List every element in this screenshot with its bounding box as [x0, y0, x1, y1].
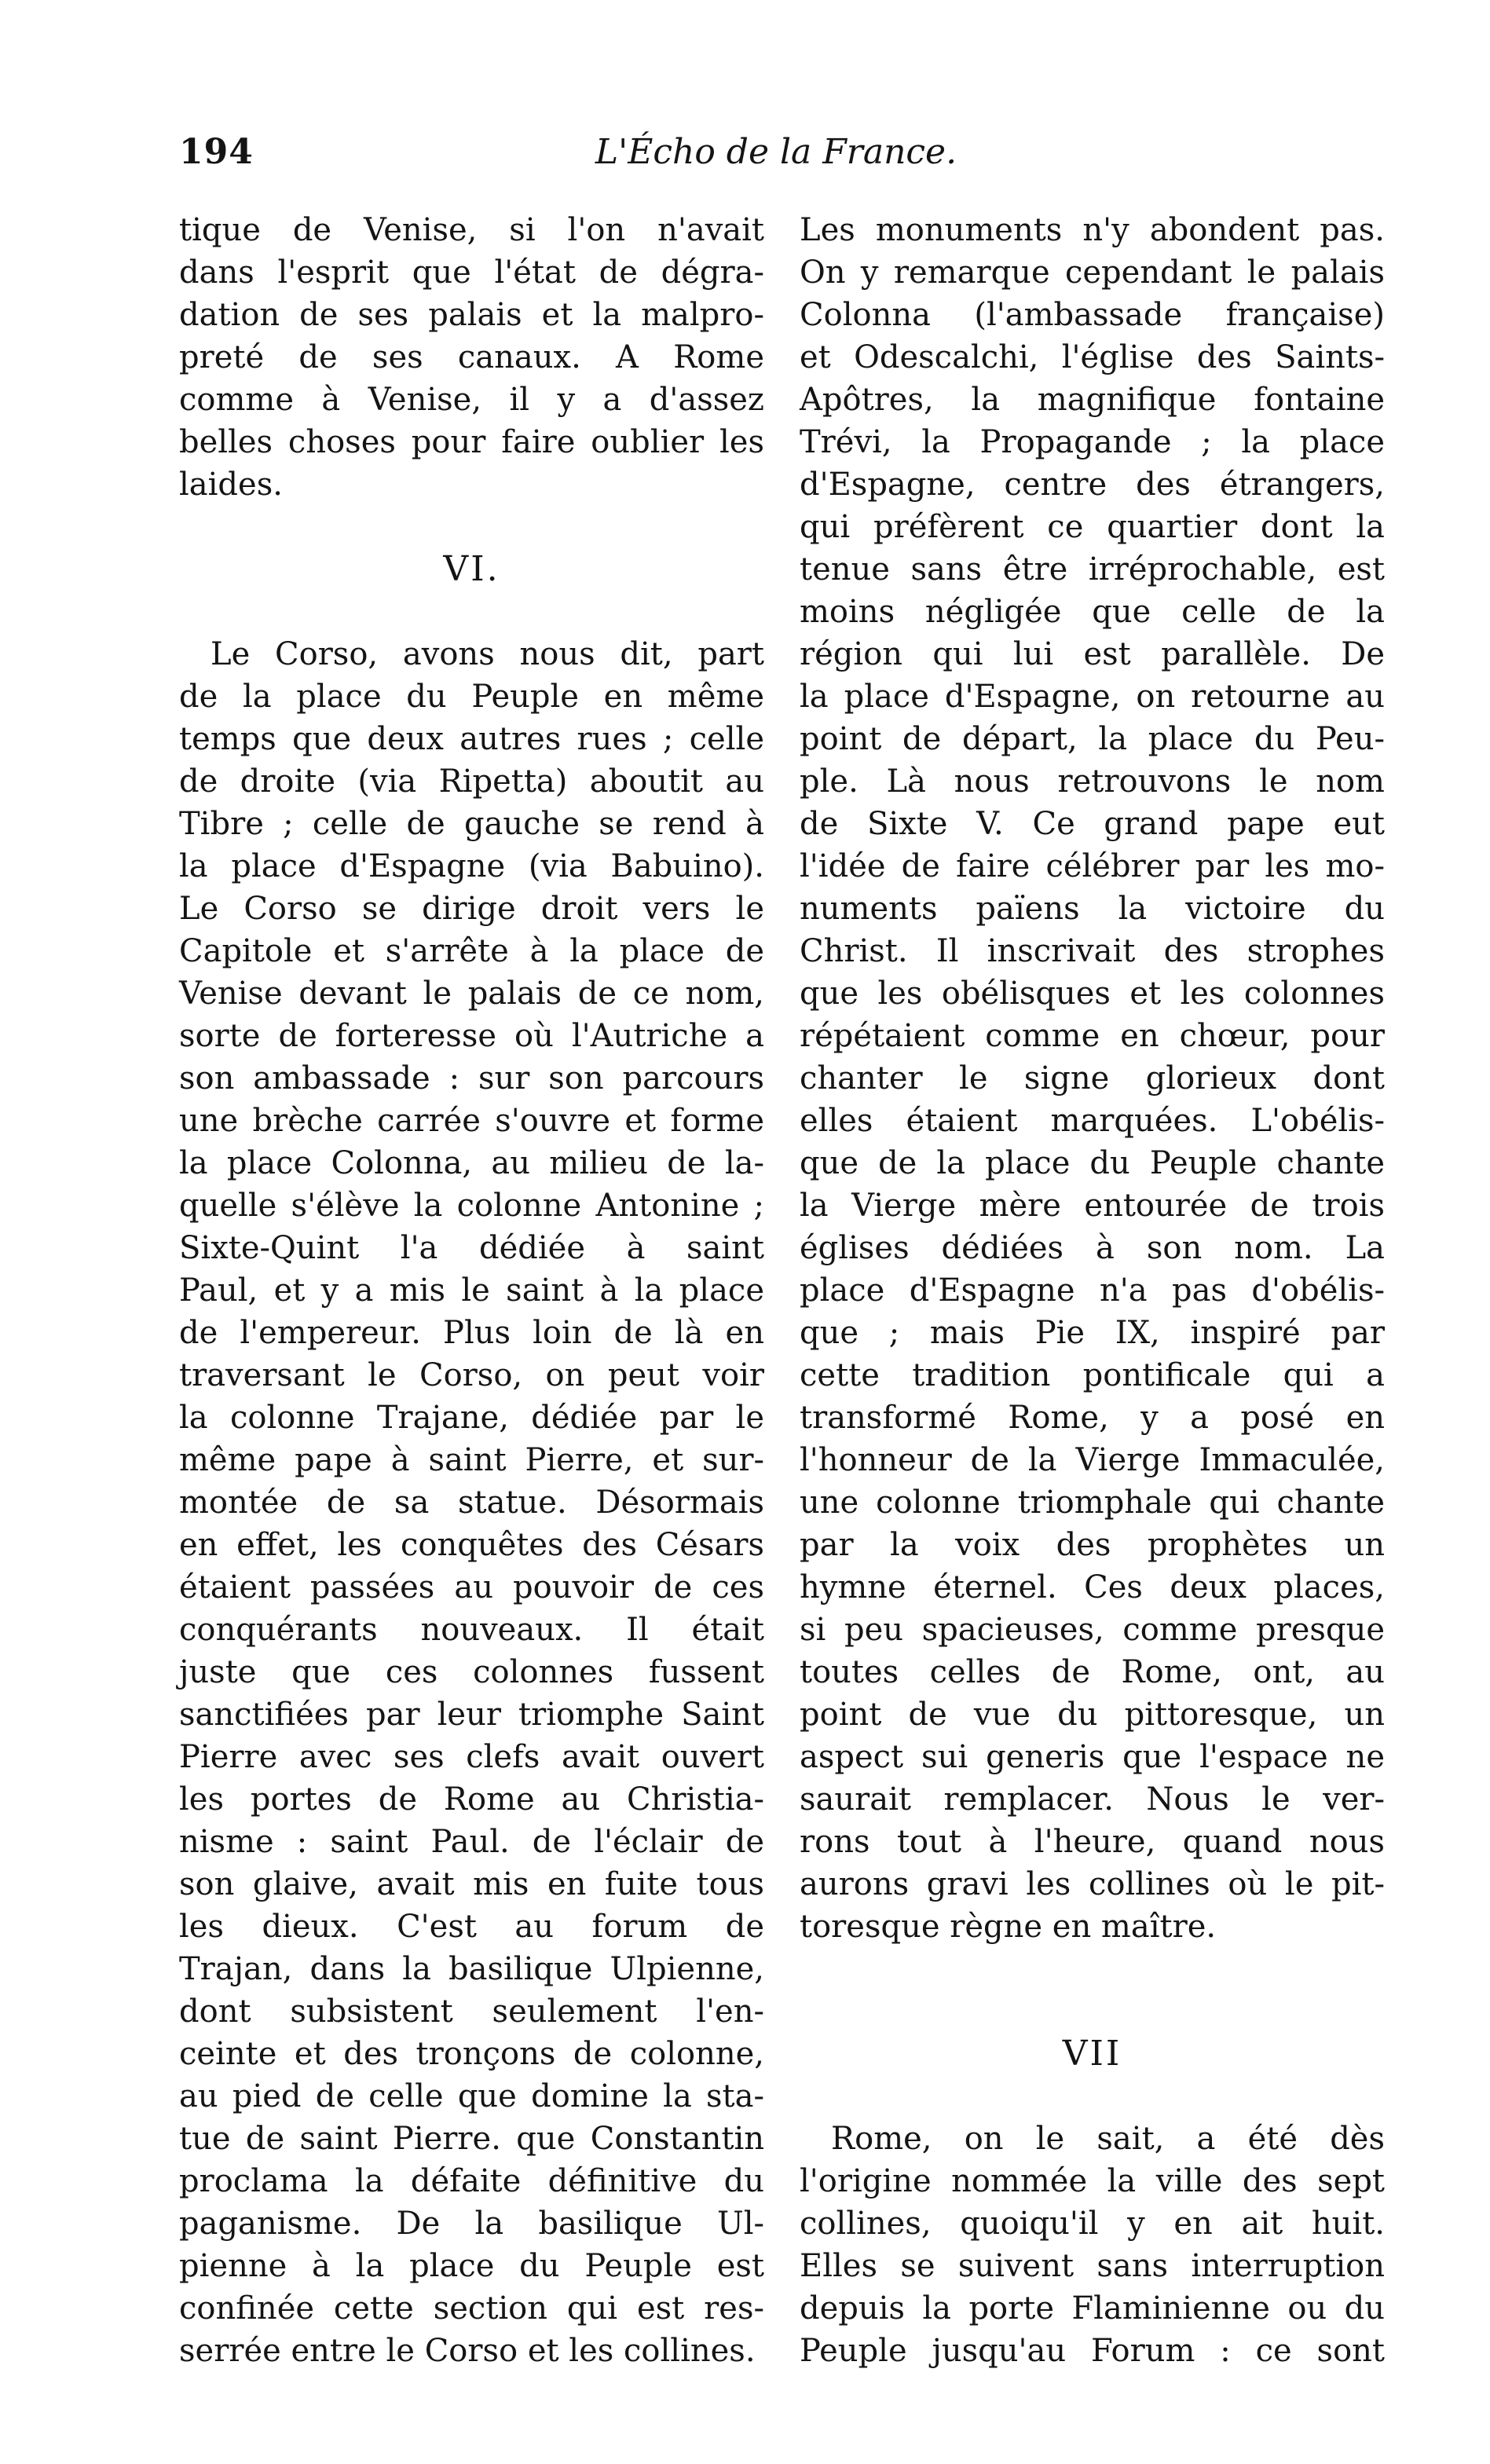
- text-line: rons tout à l'heure, quand nous: [800, 1824, 1385, 1860]
- running-title: L'Écho de la France.: [595, 132, 957, 172]
- text-line: Trévi, la Propagande ; la place: [800, 424, 1385, 460]
- paragraph: [800, 209, 1385, 1948]
- text-line: qui préfèrent ce quartier dont la: [800, 509, 1385, 545]
- text-line: point de vue du pittoresque, un: [800, 1697, 1385, 1733]
- page-number: 194: [179, 132, 254, 172]
- text-line: de la place du Peuple en même: [179, 679, 764, 715]
- text-line: collines, quoiqu'il y en ait huit.: [800, 2206, 1385, 2242]
- text-line: Les monuments n'y abondent pas.: [800, 212, 1385, 248]
- text-line: On y remarque cependant le palais: [800, 254, 1385, 291]
- text-line: serrée entre le Corso et les collines.: [179, 2333, 756, 2369]
- text-line: l'origine nommée la ville des sept: [800, 2163, 1385, 2199]
- text-line: si peu spacieuses, comme presque: [800, 1612, 1385, 1648]
- text-line: chanter le signe glorieux dont: [800, 1060, 1385, 1097]
- text-line: de droite (via Ripetta) aboutit au: [179, 763, 764, 800]
- text-line: églises dédiées à son nom. La: [800, 1230, 1385, 1266]
- text-line: et Odescalchi, l'église des Saints-: [800, 339, 1385, 375]
- text-line: saurait remplacer. Nous le ver-: [800, 1781, 1385, 1818]
- spacer: [179, 591, 764, 633]
- text-line: Trajan, dans la basilique Ulpienne,: [179, 1951, 764, 1987]
- text-line: Peuple jusqu'au Forum : ce sont: [800, 2333, 1385, 2369]
- text-line: dation de ses palais et la malpro-: [179, 297, 764, 333]
- text-line: sanctifiées par leur triomphe Saint: [179, 1697, 764, 1733]
- text-line: Christ. Il inscrivait des strophes: [800, 933, 1385, 969]
- text-line: une colonne triomphale qui chante: [800, 1485, 1385, 1521]
- text-line: la place Colonna, au milieu de la-: [179, 1145, 764, 1181]
- text-line: aurons gravi les collines où le pit-: [800, 1866, 1385, 1902]
- text-line: la place d'Espagne (via Babuino).: [179, 848, 764, 884]
- section-heading: VII: [1062, 2034, 1122, 2074]
- text-line: Sixte-Quint l'a dédiée à saint: [179, 1230, 764, 1266]
- text-line: même pape à saint Pierre, et sur-: [179, 1442, 764, 1478]
- text-line: les portes de Rome au Christia-: [179, 1781, 764, 1818]
- text-line: que les obélisques et les colonnes: [800, 976, 1385, 1012]
- text-line: répétaient comme en chœur, pour: [800, 1018, 1385, 1054]
- text-line: traversant le Corso, on peut voir: [179, 1357, 764, 1393]
- text-line: numents païens la victoire du: [800, 891, 1385, 927]
- left-column: [179, 209, 764, 2372]
- text-line: en effet, les conquêtes des Césars: [179, 1527, 764, 1563]
- text-line: cette tradition pontificale qui a: [800, 1357, 1385, 1393]
- text-line: temps que deux autres rues ; celle: [179, 721, 764, 757]
- text-line: elles étaient marquées. L'obélis-: [800, 1103, 1385, 1139]
- text-line: preté de ses canaux. A Rome: [179, 339, 764, 375]
- paragraph: [179, 209, 764, 506]
- text-line: depuis la porte Flaminienne ou du: [800, 2290, 1385, 2327]
- text-line: de Sixte V. Ce grand pape eut: [800, 806, 1385, 842]
- text-line: Le Corso, avons nous dit, part: [211, 636, 764, 672]
- text-line: moins négligée que celle de la: [800, 594, 1385, 630]
- text-line: tique de Venise, si l'on n'avait: [179, 212, 764, 248]
- text-line: que de la place du Peuple chante: [800, 1145, 1385, 1181]
- spacer: [800, 1948, 1385, 2033]
- text-line: nisme : saint Paul. de l'éclair de: [179, 1824, 764, 1860]
- text-line: sorte de forteresse où l'Autriche a: [179, 1018, 764, 1054]
- spacer: [179, 506, 764, 548]
- text-line: Rome, on le sait, a été dès: [831, 2121, 1385, 2157]
- section-heading: VI.: [443, 549, 500, 589]
- text-line: Elles se suivent sans interruption: [800, 2248, 1385, 2284]
- text-line: proclama la défaite définitive du: [179, 2163, 764, 2199]
- text-line: ceinte et des tronçons de colonne,: [179, 2036, 764, 2072]
- text-line: dont subsistent seulement l'en-: [179, 1994, 764, 2030]
- text-line: belles choses pour faire oublier les: [179, 424, 764, 460]
- text-line: Apôtres, la magnifique fontaine: [800, 382, 1385, 418]
- text-line: l'honneur de la Vierge Immaculée,: [800, 1442, 1385, 1478]
- text-line: hymne éternel. Ces deux places,: [800, 1569, 1385, 1605]
- text-line: confinée cette section qui est res-: [179, 2290, 764, 2327]
- text-line: point de départ, la place du Peu-: [800, 721, 1385, 757]
- text-line: Colonna (l'ambassade française): [800, 297, 1385, 333]
- text-line: dans l'esprit que l'état de dégra-: [179, 254, 764, 291]
- running-head: [179, 132, 1373, 187]
- text-line: que ; mais Pie IX, inspiré par: [800, 1315, 1385, 1351]
- text-line: de l'empereur. Plus loin de là en: [179, 1315, 764, 1351]
- right-column: [800, 209, 1385, 2372]
- text-line: toutes celles de Rome, ont, au: [800, 1654, 1385, 1690]
- text-line: montée de sa statue. Désormais: [179, 1485, 764, 1521]
- text-line: son ambassade : sur son parcours: [179, 1060, 764, 1097]
- text-line: Venise devant le palais de ce nom,: [179, 976, 764, 1012]
- text-line: étaient passées au pouvoir de ces: [179, 1569, 764, 1605]
- text-line: par la voix des prophètes un: [800, 1527, 1385, 1563]
- text-line: ple. Là nous retrouvons le nom: [800, 763, 1385, 800]
- text-line: aspect sui generis que l'espace ne: [800, 1739, 1385, 1775]
- text-line: comme à Venise, il y a d'assez: [179, 382, 764, 418]
- text-line: juste que ces colonnes fussent: [179, 1654, 764, 1690]
- text-line: paganisme. De la basilique Ul-: [179, 2206, 764, 2242]
- text-line: Tibre ; celle de gauche se rend à: [179, 806, 764, 842]
- text-line: au pied de celle que domine la sta-: [179, 2078, 764, 2114]
- text-line: laides.: [179, 467, 283, 503]
- text-line: une brèche carrée s'ouvre et forme: [179, 1103, 764, 1139]
- text-line: Le Corso se dirige droit vers le: [179, 891, 764, 927]
- text-line: conquérants nouveaux. Il était: [179, 1612, 764, 1648]
- text-line: région qui lui est parallèle. De: [800, 636, 1385, 672]
- text-line: Paul, et y a mis le saint à la place: [179, 1272, 764, 1309]
- text-line: son glaive, avait mis en fuite tous: [179, 1866, 764, 1902]
- text-line: toresque règne en maître.: [800, 1909, 1217, 1945]
- text-line: transformé Rome, y a posé en: [800, 1400, 1385, 1436]
- text-line: Capitole et s'arrête à la place de: [179, 933, 764, 969]
- text-line: l'idée de faire célébrer par les mo-: [800, 848, 1385, 884]
- text-line: la place d'Espagne, on retourne au: [800, 679, 1385, 715]
- text-line: place d'Espagne n'a pas d'obélis-: [800, 1272, 1385, 1309]
- spacer: [800, 2075, 1385, 2118]
- paragraph: [179, 633, 764, 2372]
- text-line: la Vierge mère entourée de trois: [800, 1188, 1385, 1224]
- text-line: tue de saint Pierre. que Constantin: [179, 2121, 764, 2157]
- text-line: d'Espagne, centre des étrangers,: [800, 467, 1385, 503]
- text-line: les dieux. C'est au forum de: [179, 1909, 764, 1945]
- text-line: la colonne Trajane, dédiée par le: [179, 1400, 764, 1436]
- paragraph: [800, 2118, 1385, 2372]
- text-line: pienne à la place du Peuple est: [179, 2248, 764, 2284]
- text-line: quelle s'élève la colonne Antonine ;: [179, 1188, 764, 1224]
- text-line: tenue sans être irréprochable, est: [800, 551, 1385, 588]
- text-line: Pierre avec ses clefs avait ouvert: [179, 1739, 764, 1775]
